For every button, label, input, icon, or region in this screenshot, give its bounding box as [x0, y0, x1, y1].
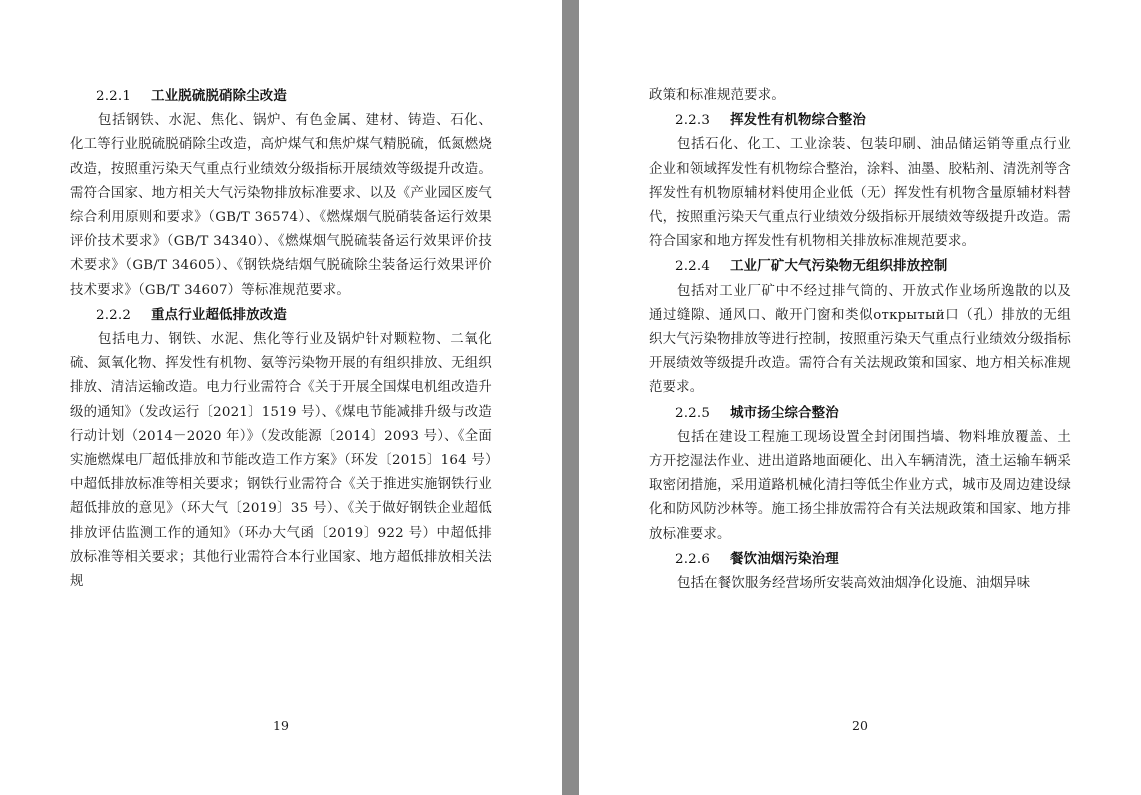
section-number: 2.2.5	[675, 405, 711, 421]
section-heading-2-2-5	[649, 401, 1071, 426]
section-heading-2-2-4	[649, 254, 1071, 279]
document-page-left	[0, 0, 562, 795]
body-paragraph: 包括石化、化工、工业涂装、包装印刷、油品储运销等重点行业企业和领域挥发性有机物综合整治，涂料、油墨、胶粘剂、清洗剂等含挥发性有机物原辅材料使用企业低（无）挥发性有机物含量原辅材料替代，按照重污染天气重点行业绩效分级指标开展绩效等级提升改造。需符合国家和地方挥发性有机物相关排放标准规范要求。	[649, 137, 1071, 250]
page-right-content	[649, 84, 1071, 596]
document-page-right	[579, 0, 1141, 795]
page-gutter	[562, 0, 579, 795]
body-paragraph: 包括钢铁、水泥、焦化、锅炉、有色金属、建材、铸造、石化、化工等行业脱硫脱硝除尘改造，高炉煤气和焦炉煤气精脱硫，低氮燃烧改造，按照重污染天气重点行业绩效分级指标开展绩效等级提升改造。需符合国家、地方相关大气污染物排放标准要求、以及《产业园区废气综合利用原则和要求》（GB/T 36574）、《燃煤烟气脱硝装备运行效果评价技术要求》（GB/T 34340）、《燃煤烟气脱硫装备运行效果评价技术要求》（GB/T 34605）、《钢铁烧结烟气脱硫除尘装备运行效果评价技术要求》（GB/T 34607）等标准规范要求。	[70, 113, 492, 298]
page-left-content	[70, 84, 492, 594]
section-title: 工业厂矿大气污染物无组织排放控制	[730, 258, 948, 275]
section-number: 2.2.6	[675, 551, 711, 567]
body-paragraph: 包括在建设工程施工现场设置全封闭围挡墙、物料堆放覆盖、土方开挖湿法作业、进出道路地面硬化、出入车辆清洗，渣土运输车辆采取密闭措施，采用道路机械化清扫等低尘作业方式，城市及周边建设绿化和防风防沙林等。施工扬尘排放需符合有关法规政策和国家、地方排放标准要求。	[649, 429, 1071, 542]
body-paragraph: 包括电力、钢铁、水泥、焦化等行业及锅炉针对颗粒物、二氧化硫、氮氧化物、挥发性有机物、氨等污染物开展的有组织排放、无组织排放、清洁运输改造。电力行业需符合《关于开展全国煤电机组改造升级的通知》（发改运行〔2021〕1519 号）、《煤电节能减排升级与改造行动计划（2014－2020 年）》（发改能源〔2014〕2093 号）、《全面实施燃煤电厂超低排放和节能改造工作方案》（环发〔2015〕164 号）中超低排放标准等相关要求；钢铁行业需符合《关于推进实施钢铁行业超低排放的意见》（环大气〔2019〕35 号）、《关于做好钢铁企业超低排放评估监测工作的通知》（环办大气函〔2019〕922 号）中超低排放标准等相关要求；其他行业需符合本行业国家、地方超低排放相关法规	[70, 332, 492, 590]
section-title: 工业脱硫脱硝除尘改造	[151, 88, 287, 104]
section-number: 2.2.2	[96, 307, 132, 323]
section-heading-2-2-3	[649, 108, 1071, 133]
page-number-right: 20	[852, 718, 868, 733]
section-number: 2.2.1	[96, 89, 132, 104]
page-number-left: 19	[273, 718, 289, 733]
section-number: 2.2.3	[675, 113, 711, 129]
body-paragraph: 包括在餐饮服务经营场所安装高效油烟净化设施、油烟异味	[677, 576, 1031, 592]
section-title: 挥发性有机物综合整治	[730, 112, 866, 129]
section-heading-2-2-6	[649, 547, 1071, 572]
section-title: 重点行业超低排放改造	[151, 306, 287, 323]
section-title: 城市扬尘综合整治	[730, 404, 839, 421]
section-heading-2-2-2	[70, 303, 492, 328]
section-heading-2-2-1	[70, 84, 492, 109]
section-number: 2.2.4	[675, 259, 711, 275]
section-title: 餐饮油烟污染治理	[730, 550, 839, 567]
body-paragraph: 包括对工业厂矿中不经过排气筒的、开放式作业场所逸散的以及通过缝隙、通风口、敞开门窗和类似открытый口（孔）排放的无组织大气污染物排放等进行控制，按照重污染天气重点行业绩效分级指标开展绩效等级提升改造。需符合有关法规政策和国家、地方相关标准规范要求。	[649, 283, 1071, 396]
body-paragraph-continued: 政策和标准规范要求。	[649, 88, 785, 103]
